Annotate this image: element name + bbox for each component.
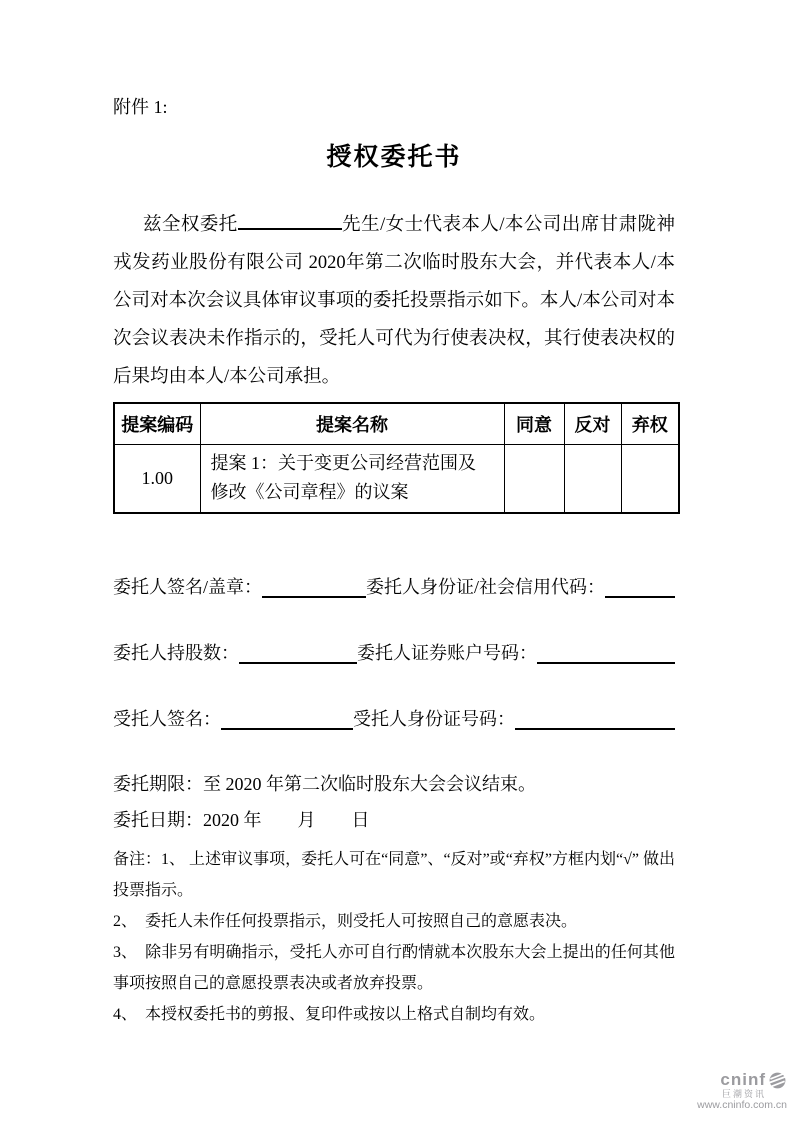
proxy-signature-blank	[221, 708, 353, 730]
proposal-code-cell: 1.00	[114, 445, 200, 513]
proxy-id-blank	[515, 708, 675, 730]
note-2: 2、 委托人未作任何投票指示，则受托人可按照自己的意愿表决。	[113, 912, 578, 930]
proposal-name-cell: 提案 1：关于变更公司经营范围及修改《公司章程》的议案	[200, 445, 504, 513]
proxy-id-label: 受托人身份证号码：	[353, 708, 515, 729]
header-agree: 同意	[504, 403, 564, 445]
cninfo-swirl-icon	[768, 1071, 787, 1090]
abstain-vote-cell	[621, 445, 679, 513]
paragraph-rest: 先生/女士代表本人/本公司出席甘肃陇神戎发药业股份有限公司 2020年第二次临时股东大会，并代表本人/本公司对本次会议具体审议事项的委托投票指示如下。本人/本公司对本次会议表决未作指示的，受托人可代为行使表决权，其行使表决权的后果均由本人/本公司承担。	[113, 215, 675, 387]
attorney-name-blank	[238, 210, 342, 231]
header-oppose: 反对	[564, 403, 621, 445]
agree-vote-cell	[504, 445, 564, 513]
principal-id-label: 委托人身份证/社会信用代码：	[366, 576, 606, 597]
proxy-signature-row	[113, 708, 675, 730]
table-header-row	[114, 403, 679, 445]
header-proposal-name: 提案名称	[200, 403, 504, 445]
proxy-date-line: 委托日期：2020 年 月 日	[113, 809, 370, 830]
header-proposal-code: 提案编码	[114, 403, 200, 445]
cninfo-watermark	[697, 1071, 787, 1112]
principal-shares-blank	[239, 642, 357, 664]
principal-signature-label: 委托人签名/盖章：	[113, 576, 263, 597]
principal-account-blank	[537, 642, 675, 664]
principal-id-blank	[605, 576, 675, 598]
note-4: 4、 本授权委托书的剪报、复印件或按以上格式自制均有效。	[113, 1005, 546, 1023]
paragraph-lead: 兹全权委托	[143, 215, 238, 235]
attachment-label: 附件 1:	[113, 97, 168, 117]
page-title: 授权委托书	[326, 143, 462, 171]
principal-signature-blank	[262, 576, 366, 598]
proxy-signature-label: 受托人签名：	[113, 708, 221, 729]
principal-account-label: 委托人证券账户号码：	[357, 642, 537, 663]
cninfo-brand-row	[697, 1071, 787, 1090]
note-1: 备注：1、 上述审议事项，委托人可在“同意”、“反对”或“弃权”方框内划“√” 做出投票指示。	[113, 850, 675, 899]
principal-signature-row	[113, 576, 675, 598]
principal-shares-row	[113, 642, 675, 664]
cninfo-url: www.cninfo.com.cn	[697, 1099, 787, 1112]
header-abstain: 弃权	[621, 403, 679, 445]
principal-shares-label: 委托人持股数：	[113, 642, 239, 663]
proxy-duration-line: 委托期限：至 2020 年第二次临时股东大会会议结束。	[113, 773, 536, 794]
notes-section	[113, 844, 675, 1030]
table-row	[114, 445, 679, 513]
oppose-vote-cell	[564, 445, 621, 513]
cninfo-brand-chinese: 巨潮资讯	[721, 1088, 766, 1099]
body-paragraph	[113, 206, 675, 396]
proposal-table	[113, 402, 680, 514]
cninfo-brand-text: cninf	[720, 1069, 766, 1089]
note-3: 3、 除非另有明确指示，受托人亦可自行酌情就本次股东大会上提出的任何其他事项按照自己的意愿投票表决或者放弃投票。	[113, 943, 675, 992]
